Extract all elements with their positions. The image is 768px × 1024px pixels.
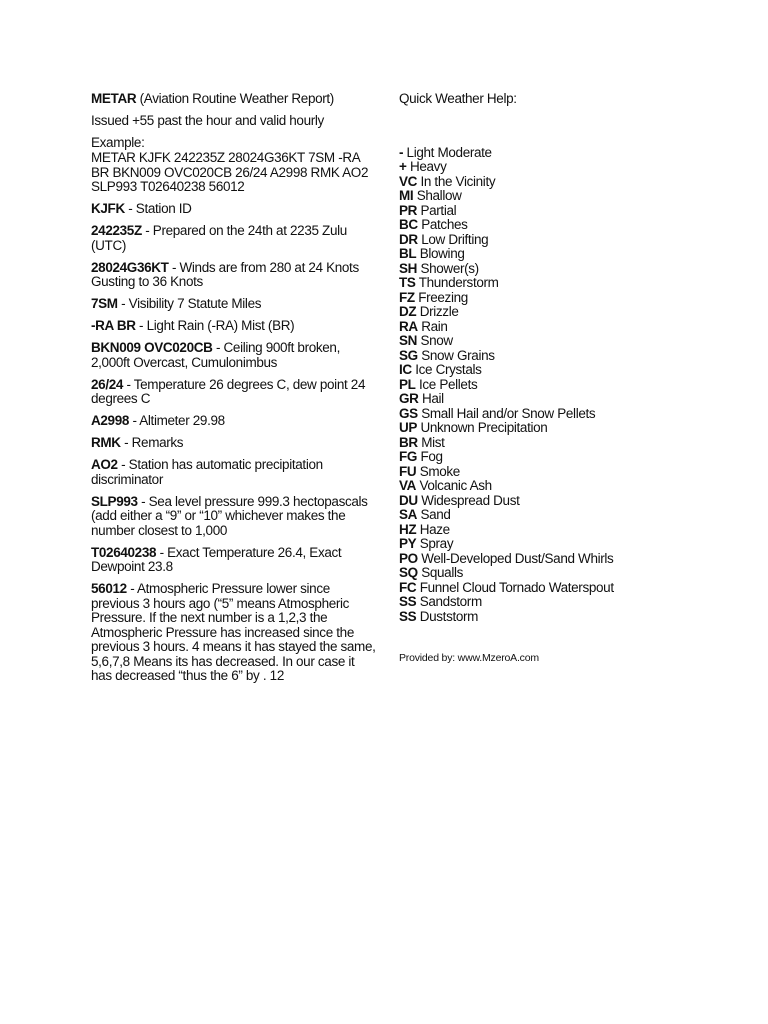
metar-item-visibility (91, 297, 376, 312)
metar-item-sea-level-pressure (91, 495, 376, 539)
metar-item-remarks (91, 436, 376, 451)
quick-weather-help-title: Quick Weather Help: (399, 91, 517, 106)
weather-code-desc: Ice Crystals (411, 362, 482, 377)
weather-code-desc: Small Hail and/or Snow Pellets (417, 405, 596, 421)
metar-item-pressure-tendency (91, 582, 376, 684)
weather-code-desc: Blowing (416, 246, 465, 261)
metar-item-clouds (91, 341, 376, 370)
weather-code: PY (399, 536, 417, 551)
metar-item-term: KJFK (91, 201, 125, 216)
weather-code-desc: Mist (417, 434, 445, 450)
weather-code-item (399, 436, 699, 451)
weather-code-item (399, 349, 699, 364)
weather-code: DR (399, 231, 418, 247)
example-label: Example: (91, 135, 145, 150)
weather-code: SG (399, 347, 418, 363)
weather-code-item (399, 508, 699, 523)
metar-item-time (91, 224, 376, 253)
weather-code: DZ (399, 304, 417, 319)
weather-code-desc: Rain (417, 318, 448, 334)
metar-heading-term: METAR (91, 91, 137, 106)
metar-item-weather (91, 319, 376, 334)
weather-code: PR (399, 202, 418, 218)
metar-item-desc: - Visibility 7 Statute Miles (117, 296, 262, 311)
metar-item-desc: - Atmospheric Pressure lower since previous 3 hours ago (“5” means Atmospheric Pressure. If the next number is a 1,2,3 the Atmospheric Pressure has increased since the previous 3 hours. 4 means it has stayed the same, 5,6,7,8 Means its has decreased. In our case it has decreased “thus the 6” by . 12 (91, 581, 376, 683)
weather-code: VA (399, 478, 417, 493)
weather-code: SA (399, 507, 418, 522)
metar-item-term: AO2 (91, 457, 118, 472)
weather-code-item (399, 305, 699, 320)
weather-code-desc: Unknown Precipitation (417, 420, 548, 435)
weather-code: FU (399, 463, 417, 479)
metar-item-term: RMK (91, 435, 121, 450)
weather-code-item (399, 407, 699, 422)
weather-code-desc: Widespread Dust (417, 492, 520, 508)
weather-code-item (399, 421, 699, 436)
weather-code: GR (399, 391, 419, 406)
metar-item-term: T02640238 (91, 544, 157, 560)
weather-code-item (399, 334, 699, 349)
weather-code: PO (399, 550, 418, 566)
metar-item-desc: - Temperature 26 degrees C, dew point 24 degrees C (91, 376, 366, 406)
provided-by-credit: Provided by: www.MzeroA.com (399, 652, 539, 664)
metar-item-desc: - Remarks (120, 435, 184, 450)
weather-code-item (399, 610, 699, 625)
weather-code-desc: Duststorm (416, 608, 479, 624)
weather-code-item (399, 218, 699, 233)
weather-code-desc: Thunderstorm (415, 275, 499, 290)
weather-code-item (399, 537, 699, 552)
weather-code-desc: Smoke (416, 463, 460, 479)
weather-code: BL (399, 246, 417, 261)
metar-item-desc: - Light Rain (-RA) Mist (BR) (135, 318, 295, 333)
weather-code: DU (399, 492, 418, 508)
metar-item-term: BKN009 OVC020CB (91, 340, 213, 355)
weather-code: FZ (399, 289, 415, 305)
weather-code: BC (399, 217, 418, 232)
metar-item-term: 56012 (91, 581, 127, 596)
weather-code-desc: Spray (416, 536, 454, 551)
weather-code-item (399, 566, 699, 581)
weather-code-desc: Well-Developed Dust/Sand Whirls (417, 550, 614, 566)
weather-code-desc: Sandstorm (416, 594, 482, 609)
example-metar-code: METAR KJFK 242235Z 28024G36KT 7SM -RA BR BKN009 OVC020CB 26/24 A2998 RMK AO2 SLP993 T02640238 56012 (91, 150, 369, 194)
weather-code-item (399, 392, 699, 407)
weather-code-item (399, 276, 699, 291)
metar-heading (91, 92, 376, 107)
weather-code-item (399, 595, 699, 610)
weather-code-item (399, 479, 699, 494)
issued-note: Issued +55 past the hour and valid hourly (91, 113, 324, 128)
weather-code-desc: Freezing (414, 289, 468, 305)
weather-code: VC (399, 173, 418, 189)
weather-code-desc: Ice Pellets (415, 376, 478, 392)
weather-code-desc: Light Moderate (403, 144, 492, 160)
weather-code-desc: Fog (417, 449, 443, 464)
metar-explanation-column (91, 92, 376, 691)
metar-item-desc: - Station has automatic precipitation discriminator (91, 457, 323, 487)
weather-code: + (399, 159, 407, 174)
metar-item-station-id (91, 202, 376, 217)
metar-item-desc: - Sea level pressure 999.3 hectopascals (add either a “9” or “10” whichever makes the number closest to 1,000 (91, 493, 368, 538)
metar-item-temperature (91, 378, 376, 407)
metar-item-term: 28024G36KT (91, 259, 169, 275)
weather-code-item (399, 552, 699, 567)
weather-code-desc: Volcanic Ash (416, 478, 492, 493)
metar-item-desc: - Winds are from 280 at 24 Knots Gusting to 36 Knots (91, 259, 359, 289)
weather-code-item (399, 450, 699, 465)
weather-code: GS (399, 405, 418, 421)
weather-code: PL (399, 376, 416, 392)
weather-code-desc: Heavy (406, 159, 447, 174)
metar-item-exact-temperature (91, 546, 376, 575)
weather-code: FG (399, 449, 418, 464)
weather-code: UP (399, 420, 418, 435)
metar-item-desc: - Exact Temperature 26.4, Exact Dewpoint 23.8 (91, 544, 342, 574)
metar-item-desc: - Ceiling 900ft broken, 2,000ft Overcast, Cumulonimbus (91, 340, 340, 370)
weather-code-item (399, 204, 699, 219)
weather-code-item (399, 581, 699, 596)
metar-heading-text: (Aviation Routine Weather Report) (136, 91, 334, 106)
weather-code-item (399, 465, 699, 480)
metar-item-term: 26/24 (91, 376, 124, 392)
weather-code-item (399, 247, 699, 262)
metar-item-term: 7SM (91, 296, 118, 311)
weather-code-item (399, 378, 699, 393)
weather-code: BR (399, 434, 418, 450)
metar-item-term: SLP993 (91, 493, 138, 509)
weather-code-desc: Patches (417, 217, 468, 232)
metar-item-altimeter (91, 414, 376, 429)
weather-code-desc: Sand (417, 507, 451, 522)
weather-code: SH (399, 260, 418, 276)
weather-code-desc: Drizzle (416, 304, 459, 319)
weather-code-desc: Partial (417, 202, 457, 218)
weather-code: SQ (399, 565, 418, 580)
weather-code-item (399, 363, 699, 378)
weather-code-item (399, 262, 699, 277)
weather-code-desc: Funnel Cloud Tornado Waterspout (416, 579, 614, 595)
weather-code-item (399, 291, 699, 306)
metar-item-winds (91, 261, 376, 290)
weather-code-desc: Haze (416, 521, 450, 537)
weather-code-item (399, 175, 699, 190)
weather-code-item (399, 189, 699, 204)
metar-item-desc: - Prepared on the 24th at 2235 Zulu (UTC) (91, 223, 347, 253)
weather-code-item (399, 320, 699, 335)
weather-code: SS (399, 594, 417, 609)
weather-code-item (399, 523, 699, 538)
weather-code-desc: Hail (418, 391, 444, 406)
quick-weather-help-column (399, 92, 699, 664)
weather-code-desc: In the Vicinity (417, 173, 496, 189)
weather-code-item (399, 494, 699, 509)
metar-item-term: 242235Z (91, 223, 142, 238)
metar-item-desc: - Station ID (124, 201, 192, 216)
weather-code-desc: Shallow (413, 188, 462, 203)
weather-code-item (399, 160, 699, 175)
weather-code-list (399, 146, 699, 625)
weather-code-desc: Shower(s) (417, 260, 479, 276)
weather-code-item (399, 233, 699, 248)
weather-code-desc: Squalls (417, 565, 464, 580)
weather-code: FC (399, 579, 417, 595)
metar-item-desc: - Altimeter 29.98 (129, 413, 225, 428)
weather-code: SS (399, 608, 417, 624)
weather-code: - (399, 144, 404, 160)
weather-code: HZ (399, 521, 417, 537)
weather-code: SN (399, 333, 418, 348)
weather-code: RA (399, 318, 418, 334)
metar-item-station-type (91, 458, 376, 487)
metar-item-term: A2998 (91, 413, 130, 428)
weather-code-item (399, 146, 699, 161)
metar-item-term: -RA BR (91, 318, 136, 333)
weather-code: IC (399, 362, 412, 377)
weather-code-desc: Low Drifting (417, 231, 489, 247)
weather-code-desc: Snow (417, 333, 453, 348)
weather-code: MI (399, 188, 414, 203)
weather-code: TS (399, 275, 416, 290)
weather-code-desc: Snow Grains (417, 347, 495, 363)
